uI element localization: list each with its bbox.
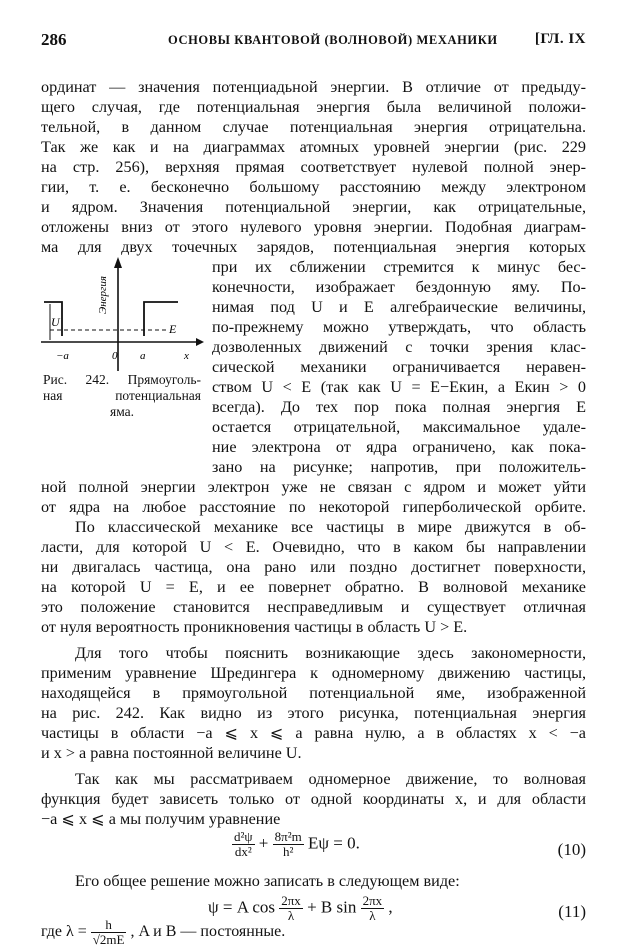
text-line: на рис. 242. Как видно из этого рисунка, потенциальная энергия xyxy=(41,704,586,722)
text-line: ной полной энергии электрон уже не связан с ядром и может уйти xyxy=(41,478,586,496)
text-line: всегда). До тех пор пока полная энергия E xyxy=(212,398,586,416)
tick-neg-a: −a xyxy=(56,350,69,362)
page-header xyxy=(41,30,586,56)
tick-zero: 0 xyxy=(112,350,118,362)
text-line: По классической механике все частицы в мире движутся в об- xyxy=(75,518,586,536)
text-line: это положение становится несправедливым и существует отличная xyxy=(41,598,586,616)
equation-10: $\frac{\text{d²ψ}}{\text{dx²}}$ + $\frac{\text{8π²m}}{\text{h²}}$ Eψ = 0. xyxy=(234,829,360,859)
text-line: ординат — значения потенциадьной энергии. В отличие от предыду- xyxy=(41,78,586,96)
fraction: $\frac{h}{√2mE}$ xyxy=(92,917,125,947)
running-title: ОСНОВЫ КВАНТОВОЙ (ВОЛНОВОЙ) МЕХАНИКИ xyxy=(168,33,498,47)
text-line: −a ⩽ x ⩽ a мы получим уравнение xyxy=(41,810,281,828)
figure-caption xyxy=(43,372,201,420)
text-line: применим уравнение Шредингера к одномерному движению частицы, xyxy=(41,664,586,682)
text-line: ласти, для которой U < E. Очевидно, что в каком бы направлении xyxy=(41,538,586,556)
text-line: на стр. 256), верхняя прямая соответствует нулевой полной энер- xyxy=(41,158,586,176)
text-line: при их сближении стремится к минус бес- xyxy=(212,258,586,276)
energy-axis-arrow xyxy=(114,257,122,268)
text-line: ма для двух точечных зарядов, потенциальная энергия которых xyxy=(41,238,586,256)
text-line: ни двигалась частица, она рано или поздно достигнет поверхности, xyxy=(41,558,586,576)
text-line: от нуля вероятность проникновения частицы в область U > E. xyxy=(41,618,468,636)
chapter-marker: [ГЛ. IX xyxy=(534,31,586,47)
caption-line: Рис. 242. Прямоуголь- xyxy=(43,372,201,387)
energy-axis-label: Энергия xyxy=(97,276,109,314)
text-line: Для того чтобы пояснить возникающие здесь закономерности, xyxy=(75,644,586,662)
text-line: зано на рисунке; напротив, при положитель- xyxy=(212,458,586,476)
x-axis-label: x xyxy=(184,350,189,362)
text-line: отложены вниз от этого нулевого уровня энергии. Подобная диаграм- xyxy=(41,218,586,236)
equation-11: ψ = A cos $\frac{2\pi x}{\lambda}$ + B sin $\frac{2\pi x}{\lambda}$ , xyxy=(208,893,393,923)
text-line: частицы в области −a ⩽ x ⩽ a равна нулю, а в областях x < −a xyxy=(41,724,586,742)
text-line: находящейся в прямоугольной потенциальной яме, изображенной xyxy=(41,684,586,702)
text-line: нимая под U и E алгебраические величины, xyxy=(212,298,586,316)
potential-well-diagram xyxy=(36,256,206,376)
potential-well-figure xyxy=(36,256,206,376)
text-line: щего случая, где потенциальная энергия была величиной положи- xyxy=(41,98,586,116)
text-line: и x > a равна постоянной величине U. xyxy=(41,744,302,762)
x-axis-arrow xyxy=(196,338,204,346)
caption-line: яма. xyxy=(109,404,135,419)
tick-a: a xyxy=(140,350,146,362)
caption-line: ная потенциальная xyxy=(43,388,201,403)
text-line: на которой U = E, и ее повернет обратно. В волновой механике xyxy=(41,578,586,596)
where-line: где λ = $\frac{h}{√2mE}$ , A и B — постоянные. xyxy=(41,917,286,947)
text-line: сической механики ограничивается неравен- xyxy=(212,358,586,376)
text-line: гии, т. е. бесконечно большому расстоянию между электроном xyxy=(41,178,586,196)
text-line: конечности, изображает бездонную яму. По- xyxy=(212,278,586,296)
text-line: от ядра на любое расстояние по некоторой гиперболической орбите. xyxy=(41,498,586,516)
text-line: Так же как и на диаграммах атомных уровней энергии (рис. 229 xyxy=(41,138,586,156)
fraction: $\frac{2\pi x}{\lambda}$ xyxy=(281,893,301,923)
text-line: тельной, в данном случае потенциальная энергия отрицательна. xyxy=(41,118,586,136)
text-line: остается отрицательной, максимальное удале- xyxy=(212,418,586,436)
text-line: ством U < E (так как U = E−Eкин, а Eкин > 0 xyxy=(212,378,586,396)
text-line: по-прежнему можно утверждать, что область xyxy=(212,318,586,336)
equation-number: (10) xyxy=(557,840,586,859)
text-line: Его общее решение можно записать в следующем виде: xyxy=(75,872,460,890)
u-label: U xyxy=(51,315,60,329)
fraction: $\frac{2\pi x}{\lambda}$ xyxy=(362,893,383,923)
equation-number: (11) xyxy=(558,902,586,921)
text-line: и ядром. Значения потенциальной энергии, как отрицательные, xyxy=(41,198,586,216)
fraction: $\frac{\text{8π²m}}{\text{h²}}$ xyxy=(274,829,302,859)
e-label: E xyxy=(169,322,177,336)
text-line: дозволенных движений с точки зрения клас- xyxy=(212,338,586,356)
text-line: функция будет зависеть только от одной координаты x, и для области xyxy=(41,790,586,808)
text-line: Так как мы рассматриваем одномерное движение, то волновая xyxy=(75,770,586,788)
text-line: ние электрона от ядра ограничено, как пока- xyxy=(212,438,586,456)
fraction: $\frac{\text{d²ψ}}{\text{dx²}}$ xyxy=(234,829,253,859)
page-number: 286 xyxy=(41,30,67,49)
